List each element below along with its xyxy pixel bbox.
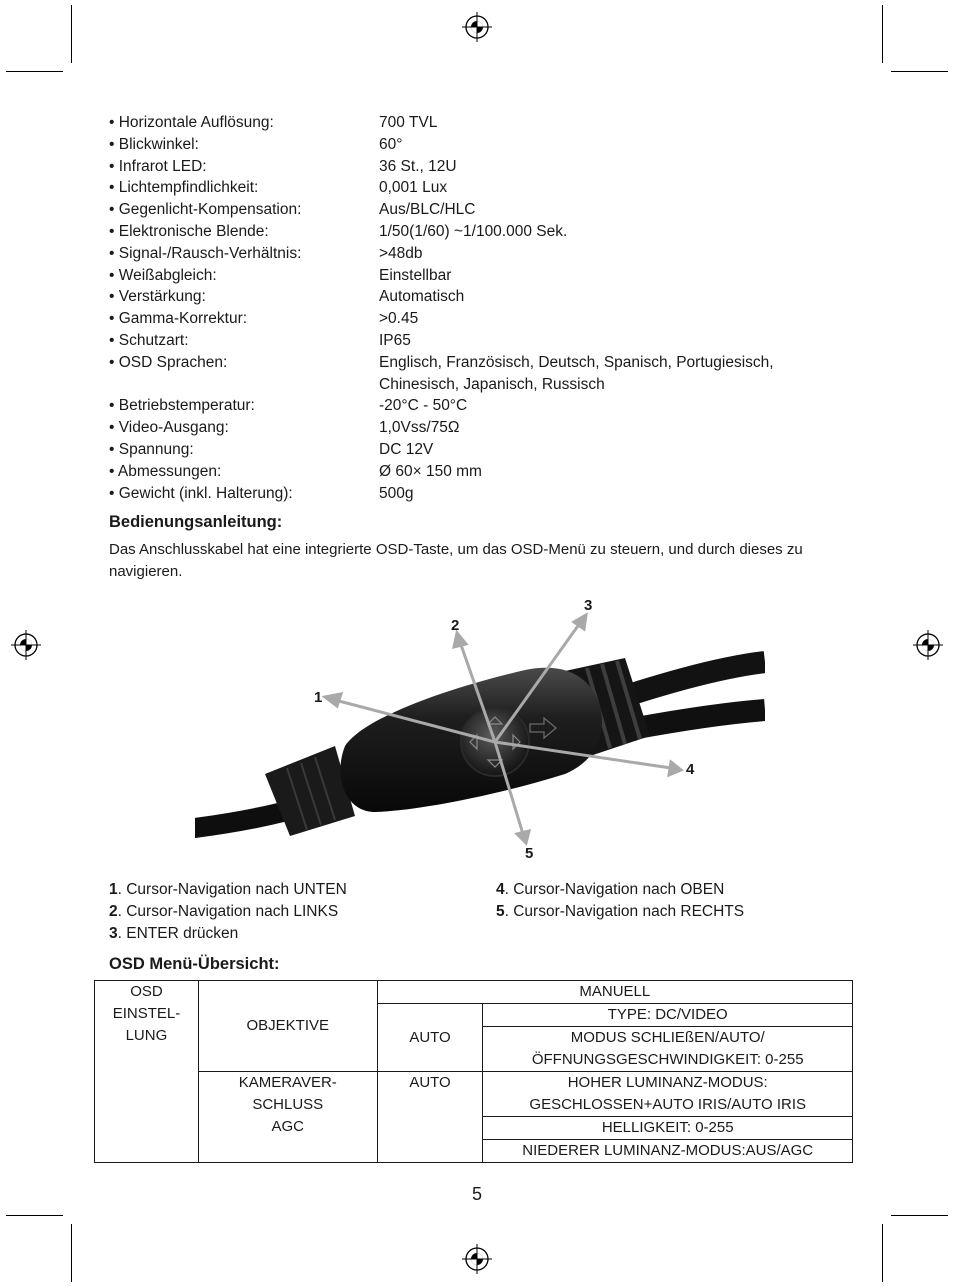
legend-number: 2 [109, 903, 118, 920]
spec-row [109, 199, 849, 221]
legend-item [109, 901, 347, 923]
spec-value: DC 12V [379, 440, 434, 458]
legend-number: 4 [496, 881, 505, 898]
spec-label: • Signal-/Rausch-Verhältnis: [109, 244, 302, 262]
cell-line: LUNG [125, 1027, 168, 1044]
spec-row [109, 439, 849, 461]
table-cell [483, 1072, 853, 1117]
table-cell: OBJEKTIVE [198, 981, 377, 1072]
spec-label: • Schutzart: [109, 331, 189, 349]
spec-row [109, 112, 849, 134]
crop-mark [882, 1224, 883, 1282]
spec-value: Ø 60× 150 mm [379, 462, 482, 480]
spec-value: -20°C - 50°C [379, 397, 468, 415]
table-cell [483, 1027, 853, 1072]
spec-label: • Elektronische Blende: [109, 222, 269, 240]
registration-mark-icon [461, 11, 493, 43]
spec-value-line: Englisch, Französisch, Deutsch, Spanisch, Portugiesisch, [379, 353, 774, 371]
registration-mark-icon [461, 1243, 493, 1275]
legend-right [496, 879, 744, 923]
spec-value: IP65 [379, 331, 411, 349]
spec-value: 0,001 Lux [379, 179, 448, 197]
crop-mark [891, 1215, 948, 1216]
spec-value: 1,0Vss/75Ω [379, 419, 460, 437]
callout-number: 1 [314, 689, 323, 706]
cell-line: ÖFFNUNGSGESCHWINDIGKEIT: 0-255 [531, 1051, 804, 1068]
intro-paragraph: Das Anschlusskabel hat eine integrierte OSD-Taste, um das OSD-Menü zu steuern, und durch dieses zu navigieren. [109, 541, 803, 580]
spec-row [109, 417, 849, 439]
spec-label: • Betriebstemperatur: [109, 397, 255, 415]
legend-number: 3 [109, 925, 118, 942]
table-cell: AUTO [377, 1004, 483, 1072]
table-cell: AUTO [377, 1072, 483, 1163]
spec-value: 36 St., 12U [379, 157, 457, 175]
legend-text: . Cursor-Navigation nach UNTEN [117, 881, 347, 898]
spec-row [109, 243, 849, 265]
spec-value: Einstellbar [379, 266, 452, 284]
cell-line: MODUS SCHLIEßEN/AUTO/ [570, 1029, 765, 1046]
spec-label: • Lichtempfindlichkeit: [109, 179, 259, 197]
table-cell: NIEDERER LUMINANZ-MODUS:AUS/AGC [483, 1140, 853, 1163]
legend-item [109, 879, 347, 901]
cell-line: KAMERAVER- [238, 1074, 337, 1091]
spec-label: • Weißabgleich: [109, 266, 217, 284]
crop-mark [882, 5, 883, 63]
callout-number: 4 [686, 761, 695, 778]
spec-value: Automatisch [379, 288, 465, 306]
crop-mark [71, 5, 72, 63]
table-cell: MANUELL [377, 981, 852, 1004]
callout-number: 2 [451, 617, 460, 634]
spec-value [379, 352, 849, 396]
spec-row [109, 156, 849, 178]
spec-value: >0.45 [379, 310, 419, 328]
spec-value: Aus/BLC/HLC [379, 201, 476, 219]
legend-text: . ENTER drücken [117, 925, 239, 942]
osd-cable-figure [195, 596, 765, 866]
table-cell: TYPE: DC/VIDEO [483, 1004, 853, 1027]
legend-item [496, 879, 744, 901]
section-heading: OSD Menü-Übersicht: [109, 955, 280, 973]
spec-row [109, 177, 849, 199]
legend-number: 5 [496, 903, 505, 920]
spec-row [109, 483, 849, 505]
spec-value: >48db [379, 244, 423, 262]
spec-label: • Gamma-Korrektur: [109, 310, 248, 328]
callout-number: 5 [525, 845, 534, 862]
spec-label: • Abmessungen: [109, 462, 222, 480]
crop-mark [891, 71, 948, 72]
spec-row [109, 352, 849, 396]
callout-number: 3 [584, 597, 593, 614]
spec-row [109, 221, 849, 243]
legend-text: . Cursor-Navigation nach RECHTS [504, 903, 745, 920]
cell-line: EINSTEL- [112, 1005, 181, 1022]
crop-mark [6, 1215, 63, 1216]
legend-item [496, 901, 744, 923]
spec-row [109, 286, 849, 308]
osd-menu-table [94, 980, 853, 1163]
table-cell [95, 981, 199, 1163]
spec-label: • Gewicht (inkl. Halterung): [109, 484, 293, 502]
cell-line: SCHLUSS [252, 1096, 324, 1113]
spec-row [109, 308, 849, 330]
cell-line: GESCHLOSSEN+AUTO IRIS/AUTO IRIS [529, 1096, 807, 1113]
cell-line: AGC [271, 1118, 305, 1135]
spec-label: • Gegenlicht-Kompensation: [109, 201, 302, 219]
spec-value: 1/50(1/60) ~1/100.000 Sek. [379, 222, 568, 240]
registration-mark-icon [912, 629, 944, 661]
spec-value: 700 TVL [379, 114, 438, 131]
legend-text: . Cursor-Navigation nach OBEN [504, 881, 725, 898]
legend-item [109, 923, 347, 945]
spec-row [109, 395, 849, 417]
spec-value-line: Chinesisch, Japanisch, Russisch [379, 375, 605, 393]
spec-label: • Horizontale Auflösung: [109, 114, 274, 131]
spec-label: • Verstärkung: [109, 288, 206, 306]
spec-label: • OSD Sprachen: [109, 353, 228, 371]
page-number: 5 [471, 1184, 482, 1204]
legend-number: 1 [109, 881, 118, 898]
spec-list [109, 112, 849, 504]
section-heading: Bedienungsanleitung: [109, 513, 283, 531]
spec-row [109, 330, 849, 352]
spec-row [109, 265, 849, 287]
crop-mark [6, 71, 63, 72]
spec-label: • Video-Ausgang: [109, 419, 229, 437]
cell-line: OSD [130, 983, 163, 1000]
cell-line: HOHER LUMINANZ-MODUS: [567, 1074, 768, 1091]
spec-value: 500g [379, 484, 414, 502]
spec-value: 60° [379, 135, 403, 153]
table-cell [198, 1072, 377, 1163]
spec-row [109, 134, 849, 156]
spec-label: • Infrarot LED: [109, 157, 207, 175]
spec-label: • Blickwinkel: [109, 135, 199, 153]
legend-text: . Cursor-Navigation nach LINKS [117, 903, 339, 920]
spec-label: • Spannung: [109, 440, 194, 458]
crop-mark [71, 1224, 72, 1282]
legend-left [109, 879, 347, 945]
registration-mark-icon [10, 629, 42, 661]
table-cell: HELLIGKEIT: 0-255 [483, 1117, 853, 1140]
spec-row [109, 461, 849, 483]
